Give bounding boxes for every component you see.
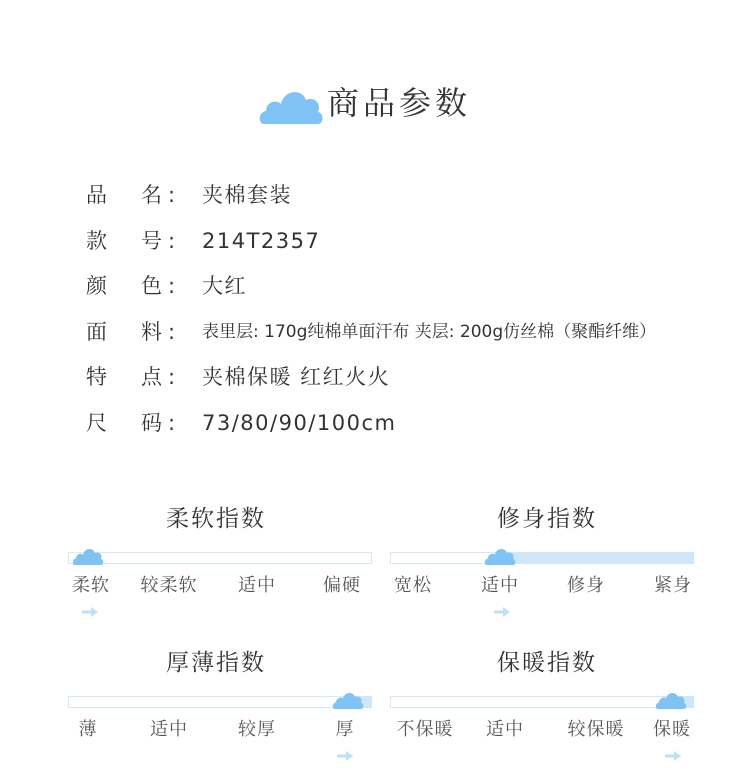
index-level-label: 适中 xyxy=(150,719,188,740)
index-level-label: 适中 xyxy=(238,575,276,596)
spec-value: 夹棉套装 xyxy=(202,183,292,207)
index-level-label: 适中 xyxy=(486,719,524,740)
spec-key-char: 尺 xyxy=(86,411,107,435)
index-bar xyxy=(390,696,694,708)
cloud-icon xyxy=(258,82,324,124)
index-level-label: 不保暖 xyxy=(396,719,454,740)
spec-value: 夹棉保暖 红红火火 xyxy=(202,365,391,389)
spec-key-char: 色 xyxy=(141,274,162,298)
index-bar-inner xyxy=(391,697,693,707)
index-title: 柔软指数 xyxy=(166,506,266,532)
index-bar xyxy=(68,696,372,708)
arrow-right-icon xyxy=(337,751,353,761)
spec-key-char: 码 xyxy=(141,411,162,435)
spec-key-char: 颜 xyxy=(86,274,107,298)
spec-key-char: 名 xyxy=(141,183,162,207)
spec-colon: : xyxy=(168,229,176,253)
index-level-label: 较厚 xyxy=(238,719,276,740)
index-level-label: 较柔软 xyxy=(140,575,198,596)
index-title: 保暖指数 xyxy=(497,650,597,676)
arrow-right-icon xyxy=(665,751,681,761)
spec-key-char: 号 xyxy=(141,229,162,253)
cloud-icon xyxy=(332,689,364,709)
index-level-label: 厚 xyxy=(335,719,355,740)
index-level-label: 薄 xyxy=(78,719,98,740)
spec-key-char: 料 xyxy=(141,320,162,344)
spec-colon: : xyxy=(168,411,176,435)
cloud-icon xyxy=(72,545,104,565)
cloud-icon xyxy=(655,689,687,709)
index-bar-fill xyxy=(494,552,694,564)
spec-key-char: 面 xyxy=(86,320,107,344)
arrow-right-icon xyxy=(82,607,98,617)
spec-key-char: 点 xyxy=(141,365,162,389)
index-level-label: 柔软 xyxy=(72,575,110,596)
index-level-label: 修身 xyxy=(567,575,605,596)
spec-colon: : xyxy=(168,183,176,207)
index-title: 厚薄指数 xyxy=(166,650,266,676)
spec-key-char: 特 xyxy=(86,365,107,389)
arrow-right-icon xyxy=(494,607,510,617)
index-bar-inner xyxy=(69,697,371,707)
spec-value: 大红 xyxy=(202,274,247,298)
spec-colon: : xyxy=(168,274,176,298)
page-title: 商品参数 xyxy=(327,84,472,122)
index-bar xyxy=(68,552,372,564)
index-bar-inner xyxy=(69,553,371,563)
spec-value: 表里层: 170g纯棉单面汗布 夹层: 200g仿丝棉（聚酯纤维） xyxy=(202,322,657,342)
index-level-label: 保暖 xyxy=(653,719,691,740)
index-level-label: 偏硬 xyxy=(323,575,361,596)
spec-colon: : xyxy=(168,365,176,389)
spec-key-char: 品 xyxy=(86,183,107,207)
spec-key-char: 款 xyxy=(86,229,107,253)
spec-colon: : xyxy=(168,320,176,344)
index-level-label: 较保暖 xyxy=(567,719,625,740)
spec-value: 214T2357 xyxy=(202,229,321,253)
cloud-icon xyxy=(484,545,516,565)
section-header xyxy=(0,78,750,128)
index-level-label: 适中 xyxy=(481,575,519,596)
index-bar xyxy=(390,552,694,564)
spec-value: 73/80/90/100cm xyxy=(202,411,397,435)
index-level-label: 宽松 xyxy=(394,575,432,596)
index-title: 修身指数 xyxy=(497,506,597,532)
index-level-label: 紧身 xyxy=(654,575,692,596)
